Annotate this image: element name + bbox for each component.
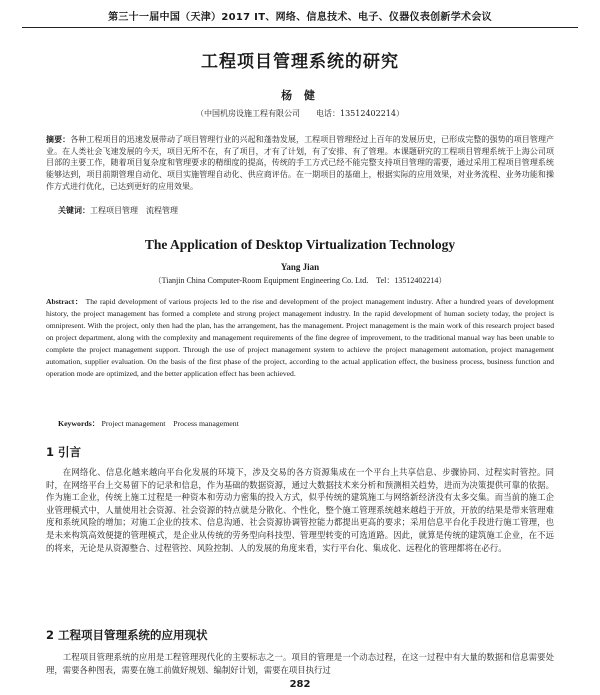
running-header: 第三十一届中国（天津）2017 IT、网络、信息技术、电子、仪器仪表创新学术会议	[108, 12, 492, 23]
keywords-english	[58, 418, 554, 429]
abstract-english	[46, 296, 554, 380]
keywords-chinese	[58, 205, 554, 216]
section-1-body: 在网络化、信息化越来越向平台化发展的环境下，涉及交易的各方资源集成在一个平台上共享信息、步骤协同、过程实时管控。同时，在网络平台上交易留下的记录和信息，作为基础的数据资源，通过大数据技术来分析和预测相关趋势，进而为决策提供可靠的依据。作为施工企业，传统上施工过程是一种资本和劳动力密集的投入方式，似乎传统的建筑施工与网络新经济没有太多交集。而当前的施工企业管理模式中，人量使用社会资源、社会资源的特点就是分散化、个性化，整个施工管理系统越来越趋于开放，开放的结果是带来管理难度和系统风险的增加；对施工企业的技术、信息沟通、社会资源协调管控能力都提出更高的要求；采用信息平台化手段进行施工管理，也是未来构筑高效便捷的管理模式，是企业从传统的劳务型向科技型、管理型转变的可选道路。因此，就算是传统的建筑施工企业，在不远的将来，无论是从资源整合、过程管控、风险控制、人的发展的角度来看，实行平台化、集成化、远程化的管理都将在必行。	[46, 467, 554, 553]
section-2-heading: 2 工程项目管理系统的应用现状	[46, 628, 208, 642]
abstract-chinese-label: 摘要：	[46, 134, 71, 144]
abstract-english-text: The rapid development of various projects led to the rise and development of the project management industry. After a hundred years of development history, the project management has formed a complete and strong project management industry. In the rapid development of human society today, the project is omnipresent. With the project, only then had the plan, has the arrangement, has the management. Project management is the main work of this research project based on project department, along with the complexity and management requirements of the fine degree of improvement, to the traditional manual way has been unable to complete the project management support. Through the use of project management system to achieve the project management automation, project management automation, supplier evaluation. On the basis of the first phase of the project, according to the actual application effect, the business process, business function and operation mode are optimized, and the better application effect has been achieved.	[46, 297, 554, 378]
author-english: Yang Jian	[280, 262, 320, 272]
abstract-chinese	[46, 134, 554, 193]
keywords-chinese-label: 关键词：	[58, 205, 90, 215]
affiliation-chinese: （中国机房设施工程有限公司 电话：13512402214）	[196, 109, 404, 118]
title-chinese: 工程项目管理系统的研究	[201, 52, 399, 72]
keywords-english-text: Project management Process management	[101, 419, 239, 428]
abstract-english-label: Abstract：	[46, 297, 84, 306]
page-number: 282	[289, 679, 311, 690]
header-rule	[22, 27, 578, 28]
keywords-chinese-text: 工程项目管理 流程管理	[90, 206, 178, 215]
keywords-english-label: Keywords：	[58, 419, 100, 428]
author-chinese: 杨 健	[281, 89, 319, 102]
section-2-body: 工程项目管理系统的应用是工程管理现代化的主要标志之一。项目的管理是一个动态过程，在这一过程中有大量的数据和信息需要处理，需要各种图表，需要在施工前做好规划、编制好计划，需要在项目执行过	[46, 652, 554, 675]
title-english: The Application of Desktop Virtualization Technology	[144, 237, 456, 252]
abstract-chinese-text: 各种工程项目的迅速发展带动了项目管理行业的兴起和蓬勃发展，工程项目管理经过上百年的发展历史，已形成完整的强势的项目管理产业。在人类社会飞速发展的今天，项目无所不在，有了项目，才有了计划，有了安排、有了管理。本课题研究的工程项目管理系统于上海公司项目部的主要工作，随着项目复杂度和管理要求的精细度的提高，传统的手工方式已经不能完整支持项目管理的需要，通过采用工程项目管理系统能够达到，项目前期管理自动化、项目实施管理自动化、供应商评估。在一期项目的基础上，根据实际的应用效果，对业务流程、业务功能和操作方式进行优化，已达到更好的应用效果。	[46, 135, 555, 191]
affiliation-english: （Tianjin China Computer-Room Equipment Engineering Co. Ltd. Tel：13512402214）	[153, 276, 447, 285]
section-1-heading: 1 引言	[46, 445, 82, 459]
